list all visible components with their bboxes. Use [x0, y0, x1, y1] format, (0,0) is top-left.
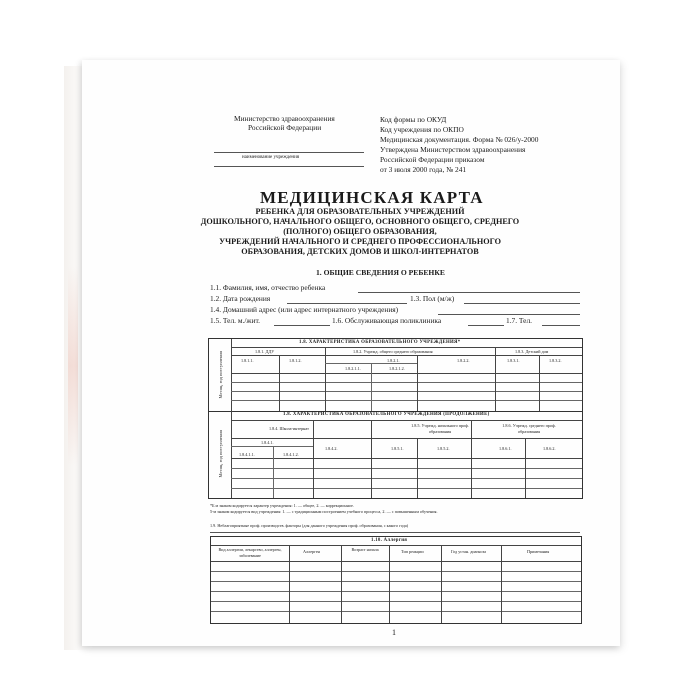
allergy-table — [210, 536, 582, 624]
col-1812: 1.8.1.2. — [289, 358, 302, 363]
subtitle-line-5: ОБРАЗОВАНИЯ, ДЕТСКИХ ДОМОВ И ШКОЛ-ИНТЕРНАТОВ — [241, 247, 479, 256]
med-doc-form: Медицинская документация. Форма № 026/у-2000 — [380, 135, 539, 144]
institution-caption: наименование учреждения — [242, 155, 300, 160]
order-date-line: от 3 июля 2000 года, № 241 — [380, 165, 467, 174]
col-18412: 1.8.4.1.2. — [283, 452, 299, 457]
allergy-col-diagnosis-year: Год устан. диагноза — [451, 549, 487, 554]
document-title: МЕДИЦИНСКАЯ КАРТА — [260, 188, 484, 207]
page-number: 1 — [392, 628, 396, 637]
allergy-col-type: Вид аллергии, лекарство, аллерген, заболевание — [218, 547, 282, 558]
table-heading: 1.8. ХАРАКТЕРИСТИКА ОБРАЗОВАТЕЛЬНОГО УЧРЕЖДЕНИЯ* — [299, 340, 461, 345]
col-group-secondary-vocational: 1.8.6. Учрежд. среднего проф. образования — [502, 423, 556, 434]
col-1852: 1.8.5.2. — [437, 446, 450, 451]
note-line-1: *Б м знаком кодируется характер учреждения: 1. — общее, 2. — коррекционное. — [210, 503, 354, 508]
col-1862: 1.8.6.2. — [543, 446, 556, 451]
subtitle-line-1: РЕБЕНКА ДЛЯ ОБРАЗОВАТЕЛЬНЫХ УЧРЕЖДЕНИЙ — [255, 207, 465, 216]
subtitle-line-2: ДОШКОЛЬНОГО, НАЧАЛЬНОГО ОБЩЕГО, ОСНОВНОГО ОБЩЕГО, СРЕДНЕГО — [200, 217, 520, 226]
allergy-col-onset-age: Возраст начала — [351, 547, 379, 552]
allergy-col-allergen: Аллерген — [303, 549, 320, 554]
okud-code: Код формы по ОКУД — [380, 115, 447, 124]
table-side-label: Месяц, год поступления — [217, 351, 223, 399]
note-line-2: 5-м знаком кодируется вид учреждения: 1. — с традиционным построением учебного процесса, 2. — с повышенным обучения. — [210, 509, 438, 514]
subtitle-line-4: УЧРЕЖДЕНИЙ НАЧАЛЬНОГО И СРЕДНЕГО ПРОФЕССИОНАЛЬНОГО — [219, 237, 501, 246]
section-1-heading: 1. ОБЩИЕ СВЕДЕНИЯ О РЕБЕНКЕ — [316, 268, 445, 277]
field-clinic: 1.6. Обслуживающая поликлиника — [332, 316, 442, 325]
col-group-boarding-school: 1.8.4. Школа-интернат — [269, 426, 309, 431]
table-continued-heading: 1.8. ХАРАКТЕРИСТИКА ОБРАЗОВАТЕЛЬНОГО УЧРЕЖДЕНИЯ (ПРОДОЛЖЕНИЕ) — [283, 412, 490, 417]
col-18212: 1.8.2.1.2. — [389, 366, 405, 371]
table-continued-side-label: Месяц, год поступления — [217, 430, 223, 478]
field-birth-date: 1.2. Дата рождения — [210, 294, 271, 303]
col-group-primary-vocational: 1.8.5. Учрежд. начального проф. образования — [411, 423, 469, 434]
institution-table — [208, 338, 583, 412]
okpo-code: Код учреждения по ОКПО — [380, 125, 464, 134]
allergy-table-heading: 1.10. Аллергия — [371, 538, 408, 543]
field-sex: 1.3. Пол (м/ж) — [410, 294, 455, 303]
col-group-orphanage: 1.8.3. Детский дом — [515, 349, 549, 354]
col-1861: 1.8.6.1. — [499, 446, 512, 451]
col-1851: 1.8.5.1. — [391, 446, 404, 451]
field-home-address: 1.4. Домашний адрес (или адрес интернатного учреждения) — [210, 305, 399, 314]
col-18411: 1.8.4.1.1. — [239, 452, 255, 457]
field-phone-home: 1.5. Тел. м./жит. — [210, 316, 260, 325]
col-1832: 1.8.3.2. — [549, 358, 562, 363]
col-group-school: 1.8.2. Учрежд. общего среднего образования — [353, 349, 433, 354]
col-1842: 1.8.4.2. — [325, 446, 338, 451]
col-1821: 1.8.2.1. — [387, 358, 400, 363]
col-18211: 1.8.2.1.1. — [345, 366, 361, 371]
col-group-ddu: 1.8.1. ДДУ — [255, 349, 275, 354]
field-occupational-factors: 1.9. Неблагоприятные проф. производств. факторы (для данного учреждения проф. образования, с какого года) — [210, 523, 409, 528]
ministry-line-1: Министерство здравоохранения — [234, 114, 335, 123]
col-1841: 1.8.4.1. — [261, 440, 274, 445]
document-page — [82, 60, 620, 646]
col-1831: 1.8.3.1. — [507, 358, 520, 363]
col-1822: 1.8.2.2. — [457, 358, 470, 363]
allergy-col-reaction: Тип реакции — [401, 549, 424, 554]
field-full-name: 1.1. Фамилия, имя, отчество ребенка — [210, 283, 326, 292]
col-1811: 1.8.1.1. — [241, 358, 254, 363]
field-phone-clinic: 1.7. Тел. — [506, 316, 532, 325]
rf-order-line: Российской Федерации приказом — [380, 155, 485, 164]
allergy-col-notes: Примечания — [527, 549, 550, 554]
approved-line: Утверждена Министерством здравоохранения — [380, 145, 526, 154]
institution-table-continued — [208, 410, 583, 499]
ministry-line-2: Российской Федерации — [248, 123, 322, 132]
subtitle-line-3: (ПОЛНОГО) ОБЩЕГО ОБРАЗОВАНИЯ, — [283, 227, 437, 236]
